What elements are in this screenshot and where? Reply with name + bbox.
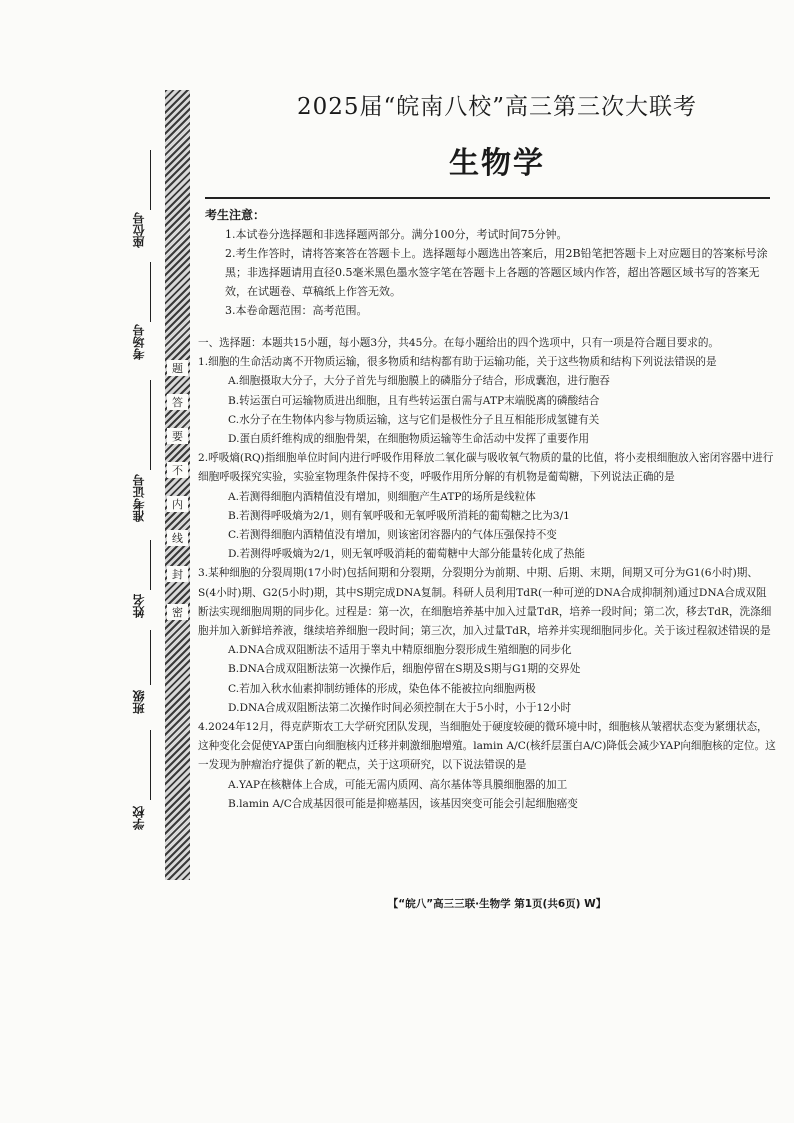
seal-word: 答	[167, 394, 188, 410]
question-1	[198, 353, 776, 449]
section-heading: 一、选择题：本题共15小题，每小题3分，共45分。在每小题给出的四个选项中，只有一项是符合题目要求的。	[198, 337, 720, 349]
option-a: A.若测得细胞内酒精值没有增加，则细胞产生ATP的场所是线粒体	[228, 490, 536, 503]
field-line	[150, 380, 151, 470]
option-c: C.水分子在生物体内参与物质运输，这与它们是极性分子且互相能形成氢键有关	[228, 413, 600, 426]
seal-word: 不	[167, 462, 188, 478]
name-label: 姓名	[132, 594, 146, 618]
question-stem: 4.2024年12月，得克萨斯农工大学研究团队发现，当细胞处于硬度较硬的微环境中时，细胞核从皱褶状态变为紧绷状态，这种变化会促使YAP蛋白向细胞核内迁移并刺激细胞增殖。lamin A/C(核纤层蛋白A/C)降低会减少YAP向细胞核的定位。这一发现为肿瘤治疗提供了新的靶点，关于这项研究，以下说法错误的是	[198, 721, 776, 772]
question-stem: 1.细胞的生命活动离不开物质运输，很多物质和结构都有助于运输功能，关于这些物质和结构下列说法错误的是	[198, 356, 717, 369]
candidate-notice	[205, 206, 775, 320]
exam-title: 2025届“皖南八校”高三第三次大联考	[296, 94, 698, 120]
option-d: D.若测得呼吸熵为2/1，则无氧呼吸消耗的葡萄糖中大部分能量转化成了热能	[228, 548, 585, 561]
option-d: D.蛋白质纤维构成的细胞骨架，在细胞物质运输等生命活动中发挥了重要作用	[228, 433, 590, 446]
notice-heading: 考生注意：	[205, 208, 266, 222]
school-label: 学校	[132, 806, 146, 830]
class-label: 班级	[132, 690, 146, 714]
seat-number-label: 座位号	[132, 212, 146, 248]
subject-title: 生物学	[449, 146, 545, 181]
question-3	[198, 564, 776, 718]
header-divider	[205, 197, 770, 199]
seal-word: 密	[167, 604, 188, 620]
field-line	[150, 630, 151, 685]
notice-item: 1.本试卷分选择题和非选择题两部分。满分100分，考试时间75分钟。	[225, 228, 568, 241]
question-stem: 3.某种细胞的分裂周期(17小时)包括间期和分裂期，分裂期分为前期、中期、后期、末期，间期又可分为G1(6小时)期、S(4小时)期、G2(5小时)期，其中S期完成DNA复制。科研人员利用TdR(一种可逆的DNA合成抑制剂)通过DNA合成双阻断法实现细胞周期的同步化。过程是：第一次，在细胞培养基中加入过量TdR，培养一段时间；第二次，移去TdR，洗涤细胞并加入新鲜培养液，继续培养细胞一段时间；第三次，加入过量TdR，培养并实现细胞同步化。关于该过程叙述错误的是	[198, 567, 772, 638]
admission-number-label: 准考证号	[132, 474, 146, 522]
binding-sidebar	[0, 0, 200, 1123]
seal-word: 封	[167, 566, 188, 582]
option-b: B.lamin A/C合成基因很可能是抑癌基因，该基因突变可能会引起细胞癌变	[228, 797, 578, 810]
field-line	[150, 150, 151, 210]
seal-word: 题	[167, 360, 188, 376]
option-a: A.YAP在核糖体上合成，可能无需内质网、高尔基体等具膜细胞器的加工	[228, 778, 568, 791]
seal-word: 要	[167, 428, 188, 444]
option-b: B.若测得呼吸熵为2/1，则有氧呼吸和无氧呼吸所消耗的葡萄糖之比为3/1	[228, 509, 570, 522]
seal-stripe	[165, 90, 190, 880]
notice-item: 3.本卷命题范围：高考范围。	[225, 304, 368, 317]
option-a: A.细胞摄取大分子，大分子首先与细胞膜上的磷脂分子结合，形成囊泡，进行胞吞	[228, 375, 610, 388]
exam-room-label: 考场号	[132, 324, 146, 360]
notice-item: 2.考生作答时，请将答案答在答题卡上。选择题每小题选出答案后，用2B铅笔把答题卡上对应题目的答案标号涂黑；非选择题请用直径0.5毫米黑色墨水签字笔在答题卡上各题的答题区域内作答，超出答题区域书写的答案无效，在试题卷、草稿纸上作答无效。	[225, 247, 768, 298]
option-d: D.DNA合成双阻断法第二次操作时间必须控制在大于5小时，小于12小时	[228, 701, 572, 714]
question-area	[198, 334, 776, 814]
option-c: C.若测得细胞内酒精值没有增加，则该密闭容器内的气体压强保持不变	[228, 529, 557, 542]
option-b: B.DNA合成双阻断法第一次操作后，细胞停留在S期及S期与G1期的交界处	[228, 663, 581, 676]
option-a: A.DNA合成双阻断法不适用于睾丸中精原细胞分裂形成生殖细胞的同步化	[228, 644, 572, 657]
question-stem: 2.呼吸熵(RQ)指细胞单位时间内进行呼吸作用释放二氧化碳与吸收氧气物质的量的比值，将小麦根细胞放入密闭容器中进行细胞呼吸探究实验，实验室物理条件保持不变，呼吸作用所分解的有机物是葡萄糖，下列说法正确的是	[198, 452, 774, 484]
question-2	[198, 449, 776, 564]
field-line	[150, 730, 151, 800]
question-4	[198, 718, 776, 814]
seal-word: 内	[167, 496, 188, 512]
option-c: C.若加入秋水仙素抑制纺锤体的形成，染色体不能被拉向细胞两极	[228, 682, 536, 695]
field-line	[150, 540, 151, 590]
option-b: B.转运蛋白可运输物质进出细胞，且有些转运蛋白需与ATP末端脱离的磷酸结合	[228, 394, 600, 407]
field-line	[150, 262, 151, 322]
seal-word: 线	[167, 530, 188, 546]
page-footer: 【“皖八”高三三联·生物学 第1页(共6页) W】	[387, 898, 607, 910]
